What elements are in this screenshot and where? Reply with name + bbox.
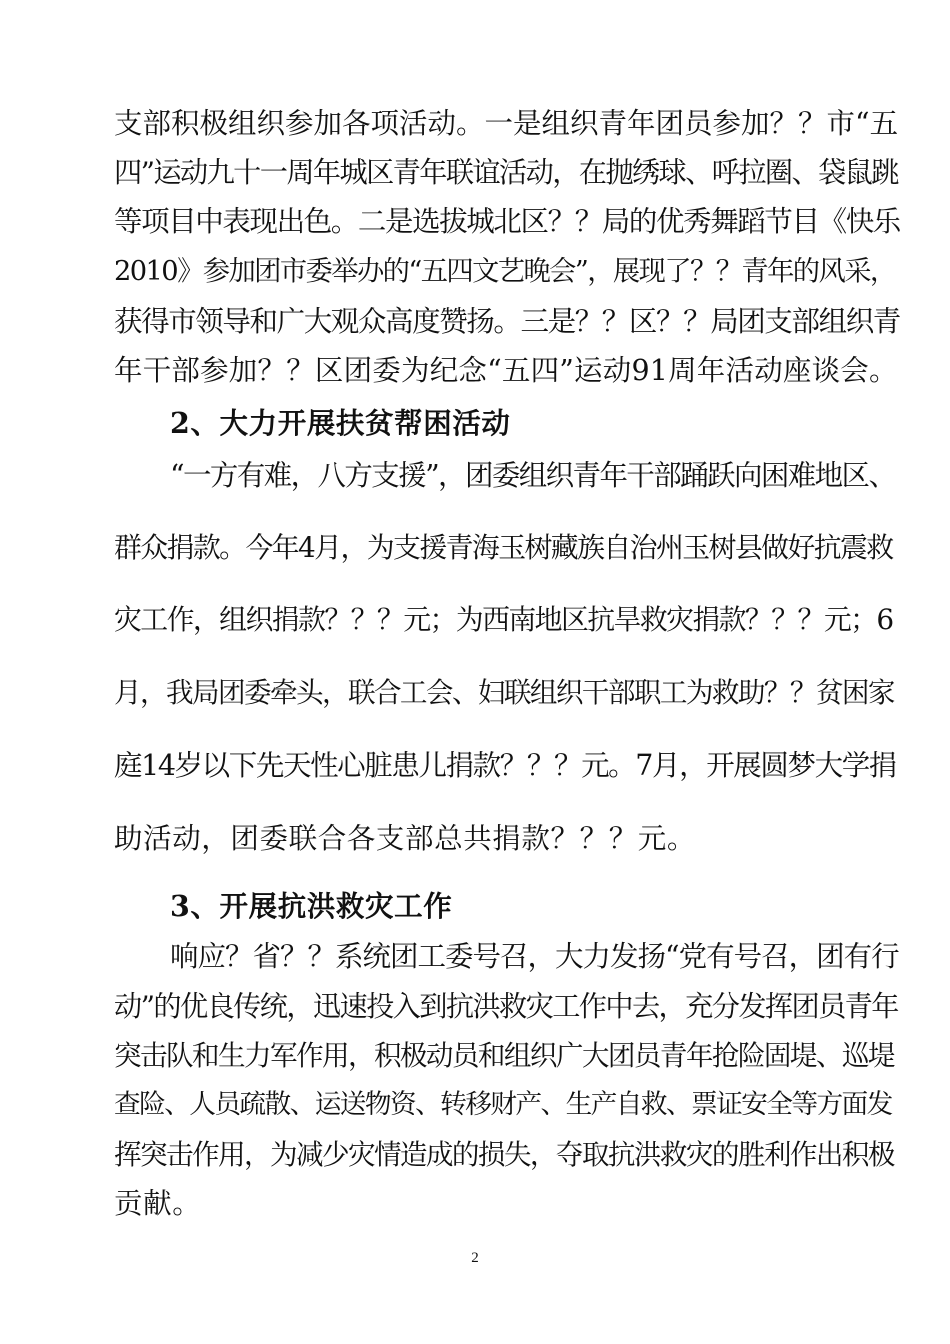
text-line: 获得市领导和广大观众高度赞扬。三是？？区？？局团支部组织青 [114, 305, 900, 338]
section-heading-2: 2、大力开展扶贫帮困活动 [170, 406, 511, 440]
text-line: 2010》参加团市委举办的“五四文艺晚会”，展现了？？青年的风采， [114, 256, 896, 287]
text-line: 庭14岁以下先天性心脏患儿捐款？？？元。7月，开展圆梦大学捐 [114, 749, 896, 782]
text-line: 挥突击作用，为减少灾情造成的损失，夺取抗洪救灾的胜利作出积极 [114, 1138, 894, 1171]
text-line: 等项目中表现出色。二是选拔城北区？？局的优秀舞蹈节目《快乐 [114, 205, 900, 238]
text-line: “一方有难，八方支援”，团委组织青年干部踊跃向困难地区、 [170, 459, 896, 492]
text-line: 助活动，团委联合各支部总共捐款？？？元。 [114, 822, 697, 855]
page-number: 2 [471, 1250, 479, 1266]
section-heading-3: 3、开展抗洪救灾工作 [170, 889, 453, 923]
text-line: 响应？省？？系统团工委号召，大力发扬“党有号召，团有行 [170, 940, 899, 973]
text-line: 突击队和生力军作用，积极动员和组织广大团员青年抢险固堤、巡堤 [114, 1039, 894, 1072]
text-line: 年干部参加？？区团委为纪念“五四”运动91周年活动座谈会。 [114, 354, 898, 387]
text-line: 灾工作，组织捐款？？？元；为西南地区抗旱救灾捐款？？？元；6 [114, 603, 893, 636]
text-line: 群众捐款。今年4月，为支援青海玉树藏族自治州玉树县做好抗震救 [114, 531, 893, 564]
text-line: 四”运动九十一周年城区青年联谊活动，在抛绣球、呼拉圈、袋鼠跳 [114, 156, 898, 189]
text-line: 贡献。 [114, 1187, 202, 1220]
text-line: 支部积极组织参加各项活动。一是组织青年团员参加？？市“五 [114, 107, 899, 140]
text-line: 查险、人员疏散、运送物资、转移财产、生产自救、票证安全等方面发 [114, 1089, 892, 1120]
text-line: 月，我局团委牵头，联合工会、妇联组织干部职工为救助？？贫困家 [114, 676, 894, 709]
text-line: 动”的优良传统，迅速投入到抗洪救灾工作中去，充分发挥团员青年 [114, 990, 898, 1023]
